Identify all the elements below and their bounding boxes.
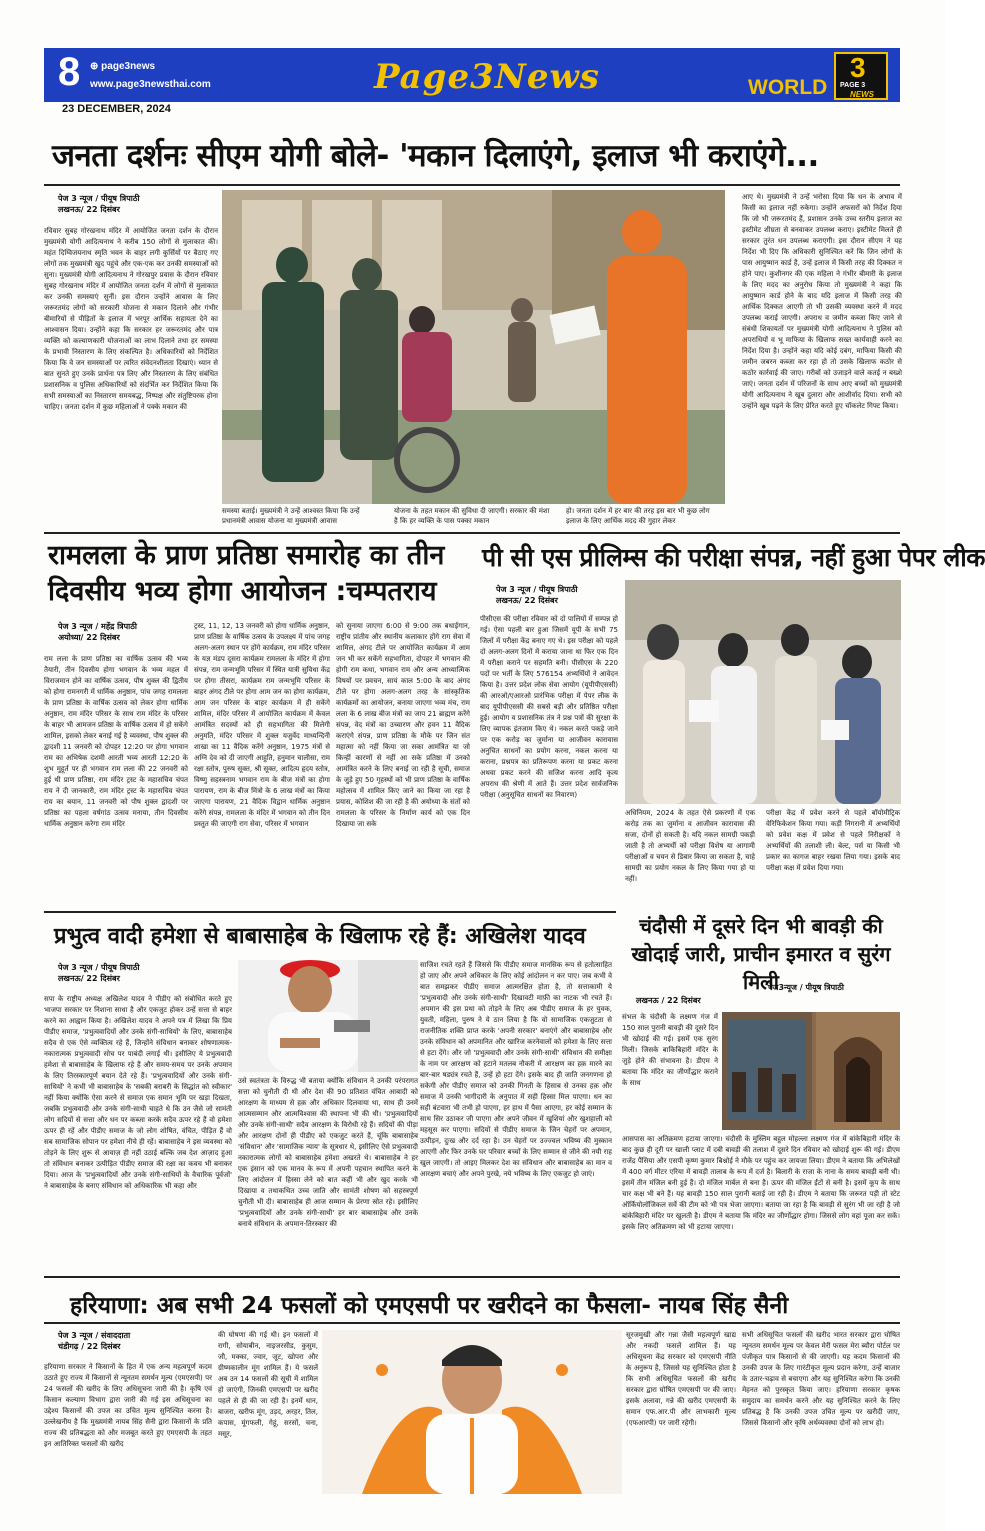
photo-akhilesh bbox=[238, 960, 418, 1072]
byline-place: लखनऊ/ 22 दिसंबर bbox=[496, 596, 558, 605]
byline-chan-place: लखनऊ / 22 दिसंबर bbox=[636, 996, 701, 1005]
divider bbox=[44, 184, 900, 186]
divider bbox=[44, 911, 616, 913]
ram-col-2: ट्रस्ट, 11, 12, 13 जनवरी को होगा धार्मिक अनुष्ठान, प्राण प्रतिष्ठा के वार्षिक उत्सव के उपलक्ष्य में पांच जगह अलग-अलग स्थान पर होंगे कार्यक्रम, राम मंदिर परिसर के यज्ञ मंडप दूसरा कार्यक्रम रामलला के मंदिर में होगा संपन्न, राम जन्मभूमि परिसर में स्थित यात्री सुविधा केंद्र पर होगा तीसरा, कार्यक्रम राम जन्मभूमि परिसर के बाहर अंगद टीले पर होगा आम जन का होगा कार्यक्रम, आम जन परिसर के बाहर कार्यक्रम में ही सकेंगे शामिल, मंदिर परिसर में आयोजित कार्यक्रम में केवल आमंत्रित सदस्यों को ही सहभागिता की मिलेगी अनुमति, मंदिर परिसर में शुक्ल यजुर्वेद माध्यन्दिनी शाखा का 11 वैदिक करेंगे अनुष्ठान, 1975 मंत्रों से अग्नि देव को दी जाएगी आहुति, हनुमान चालीसा, राम रक्षा स्तोत्र, पुरुष सूक्त, श्री सूक्त, आदित्य हृदय स्तोत्र, विष्णु सहस्त्रनाम भगवान राम के बीज मंत्रों का होगा पारायण, राम के बीज मिंत्रो के 6 लाख मंत्रों का किया जाएगा पारायण, 21 वैदिक विद्वान धार्मिक अनुष्ठान करेंगे संपन्न, रामलला के मंदिर में भगवान को तीन दिन प्रस्तुत की जाएगी राग सेवा, परिसर में भगवान bbox=[194, 622, 330, 828]
akh-col-2: उसे स्वतंत्रता के विरुद्ध भी बताया क्योंकि संविधान ने उनकी परंपरागत सत्ता को चुनौती दी थी और देश की 90 प्रतिशत वंचित आबादी को आरक्षण के माध्यम से हक़ और अधिकार दिलवाया था, साथ ही उनमें आत्मसम्मान और आत्मविश्वास की स्थापना भी की थी। 'प्रभुत्ववादियों और उनके संगी-साथी' सदैव आरक्षण के विरोधी रहे हैं। सदियों की पीड़ा और आरक्षण दोनों ही पीडीए को एकजुट करते हैं, चूंकि बाबासाहेब 'संविधान' और 'सामाजिक न्याय' के सूत्रधार थे, इसीलिए ऐसे प्रभुत्ववादी नकारात्मक लोगों को बाबासाहेब हमेशा अखरते थे। बाबासाहेब ने हर एक इंसान को एक मानव के रूप में अपनी पहचान स्थापित करने के लिए आंदोलन में हिस्सा लेने को बात कहीं भी और खुद करके भी दिखाया व तथाकथित उच्च जाति और सामंती शोषण को सहस्त्रपूर्ण चुनौती भी दी। बाबासाहेब ही आज सम्मान के प्रेरणा स्रोत रहे। इसीलिए 'प्रभुत्ववादियों और उनके संगी-साथी' हर बार बाबासाहेब और उनके बनाये संविधान के अपमान-तिरस्कार की bbox=[238, 1077, 418, 1228]
byline-author: पेज 3 न्यूज / पीयूष त्रिपाठी bbox=[58, 194, 140, 203]
headline-main: जनता दर्शनः सीएम योगी बोले- 'मकान दिलाएंगे, इलाज भी कराएंगे... bbox=[52, 138, 819, 174]
dateline: 23 DECEMBER, 2024 bbox=[62, 103, 171, 115]
brand-logo bbox=[374, 52, 600, 107]
chan-col-2: आसपास का अतिक्रमण हटाया जाएगा। चंदौसी के मुस्लिम बहुल मोहल्ला लक्ष्मण गंज में बांकेबिहारी मंदिर के बाद कुछ ही दूरी पर खाली प्लाट में दबी बावड़ी की तलाश में दूसरे दिन रविवार को खोदाई शुरू की गई। डीएम राजेंद्र पैंसिया और एसपी कृष्ण कुमार बिश्नोई ने मौके पर पहुंच कर जायजा लिया। डीएम ने बताया कि अभिलेखों में 400 वर्ग मीटर एरिया में बावड़ी तालाब के रूप में दर्ज है। बिलारी के राजा के नाना के समय बावड़ी बनी थी। इसमें तीन मंजिल बनी हुई हैं। दो मंजिल मार्बल से बना है। ऊपर की मंजिल ईंटों से बनी है। इसमें कूप के साथ चार कक्ष भी बने हैं। यह बावड़ी 150 साल पुरानी बताई जा रही है। डीएम ने बताया कि जरूरत पड़ी तो स्टेट ऑर्कियोलॉजिकल सर्वे की टीम को भी पत्र भेजा जाएगा। बताया जा रहा है कि बावड़ी से सुरंग भी जा रही है जो बांकेबिहारी मंदिर पर खुलती है। डीएम ने बताया कि मंदिर का जीर्णोद्धार होगा। जिससे लोग वहां पूजा कर सकें। इसके लिए अतिक्रमण को भी हटाया जाएगा। bbox=[622, 1135, 900, 1231]
masthead bbox=[44, 48, 900, 102]
har-col-3: सूरजमुखी और गन्ना जैसी महत्वपूर्ण खाद्य और नकदी फसलें शामिल हैं। यह अधिसूचना केंद्र सरकार को एमएसपी नीति के अनुरूप है, जिससे यह सुनिश्चित होता है कि सभी अधिसूचित फसलों की खरीद सरकार द्वारा घोषित एमएसपी पर की जाए। इसके अलावा, गन्ने की खरीद एमएसपी के समान एफ.आर.पी और लाभकारी मूल्य (एफआरपी) पर जारी रहेगी। bbox=[626, 1331, 736, 1427]
byline-har bbox=[58, 1330, 130, 1352]
byline-author: पेज 3 न्यूज / पीयूष त्रिपाठी bbox=[496, 585, 578, 594]
byline-author: पेज 3 न्यूज / संवाददाता bbox=[58, 1331, 131, 1340]
headline-akhilesh: प्रभुत्व वादी हमेशा से बाबासाहेब के खिलाफ रहे हैं: अखिलेश यादव bbox=[54, 924, 586, 949]
page3-badge bbox=[834, 52, 888, 100]
headline-chandausi: चंदौसी में दूसरे दिन भी बावड़ी की खोदाई जारी, प्राचीन इमारत व सुरंग मिली bbox=[631, 914, 891, 994]
caption-3: हो। जनता दर्शन में हर बार की तरह इस बार भी कुछ लोग इलाज के लिए आर्थिक मदद की गुहार लेकर bbox=[566, 507, 710, 525]
byline-place: लखनऊ/ 22 दिसंबर bbox=[58, 205, 120, 214]
headline-ramlalla: रामलला के प्राण प्रतिष्ठा समारोह का तीन दिवसीय भव्य होगा आयोजन :चम्पतराय bbox=[48, 540, 445, 607]
har-col-4: सभी अधिसूचित फसलों की खरीद भारत सरकार द्वारा घोषित न्यूनतम समर्थन मूल्य पर केवल मेरी फसल मेरा ब्यौरा पोर्टल पर पंजीकृत पात्र किसानों से की जाएगी। यह कदम किसानों की उनकी उपज के लिए गारंटीकृत मूल्य प्रदान करेगा, उन्हें बाजार के उतार-चढ़ाव से बचाएगा और यह सुनिश्चित करेगा कि उनकी मेहनत को पुरस्कृत किया जाए। हरियाणा सरकार कृषक समुदाय का समर्थन करने और यह सुनिश्चित करने के लिए प्रतिबद्ध है कि उनकी उपज उचित मूल्य पर खरीदी जाए, जिससे किसानों और कृषि अर्थव्यवस्था दोनों को लाभ हो। bbox=[742, 1331, 900, 1427]
badge-label: PAGE 3 bbox=[840, 82, 866, 89]
section-label: WORLD bbox=[748, 76, 828, 99]
pcs-col-2: अधिनियम, 2024 के तहत ऐसे प्रकरणों में एक करोड़ तक का जुर्माना व आजीवन कारावास की सजा, दोनों हो सकती है। यदि नकल सामग्री पकड़ी जाती है तो अभ्यर्थी को परीक्षा विशेष या आगामी परीक्षाओं व चयन से डिबार किया जा सकता है, चाहे सामग्री का प्रयोग नकल के लिए किया गया हो या नहीं। bbox=[625, 809, 755, 883]
photo-janta-darshan bbox=[222, 190, 725, 504]
badge-number: 3 bbox=[850, 52, 866, 83]
brand-logo-text: Page3News bbox=[374, 57, 600, 97]
byline-author: पेज 3 न्यूज / महेंद्र त्रिपाठी bbox=[58, 622, 137, 631]
ram-col-3: को सुनाया जाएगा 6:00 से 9:00 तक बधाईगान, राष्ट्रीय प्रांतीय और स्थानीय कलाकार होंगे राग सेवा में शामिल, अंगद टीले पर आयोजित कार्यक्रम में आम जन भी कर सकेंगे सहभागिता, दोपहर में भगवान की होगी राम कथा, भगवान राम और अन्य आध्यात्मिक विषयों पर प्रवचन, सायं काल 5:00 के बाद अंगद टीले पर होगा अलग-अलग तरह के सांस्कृतिक कार्यक्रमों का आयोजन, बनाया जाएगा भव्य मंच, राम लला के 6 लाख बीज मंत्रों का जाप 21 ब्राह्मण करेंगे संपन्न, वेद मंत्रों का उच्चारण और हवन 11 वैदिक कराएंगे संपन्न, प्राण प्रतिष्ठा के मौके पर जिन संत महात्मा को नहीं किया जा सका आमंत्रित या जो किन्हीं कारणों से नहीं आ सके प्रतिष्ठा में उनको आमंत्रित करने के लिए बनाई जा रही है सूची, समाज के जुड़े हुए 50 गृहस्थों को भी प्राण प्रतिष्ठा के वार्षिक महोत्सव में शामिल किए जाने का किया जा रहा है प्रयास, कोशिश की जा रही है की अयोध्या के संतों को रामलला के परिसर के निर्माण कार्य को एक दिन दिखाया जा सके bbox=[336, 622, 470, 828]
byline-place: अयोध्या/ 22 दिसंबर bbox=[58, 633, 120, 642]
page-number: 8 bbox=[58, 50, 81, 94]
byline-place: चंडीगढ़ / 22 दिसंबर bbox=[58, 1342, 121, 1351]
brand-logo-wordmark bbox=[374, 52, 600, 98]
byline-akh bbox=[58, 962, 140, 984]
photo-nayab-saini bbox=[322, 1330, 622, 1494]
byline-ram bbox=[58, 621, 137, 643]
akh-col-3: साजिश रचते रहते हैं जिससे कि पीडीए समाज मानसिक रूप से हतोत्साहित हो जाए और अपने अधिकार के लिए कोई आंदोलन न कर पाए। जब कभी वे बात समझकर पीडीए समाज आत्मरक्षित होता है, तो सत्ताकामी ये 'प्रभुत्ववादी और उनके संगी-साथी' दिखावटी माफ़ी का नाटक भी रचते हैं। अपमान की इस प्रथा को तोड़ने के लिए अब पीडीए समाज के हर युवक, युवती, महिला, पुरुष ने ये ठान लिया है कि वो सामाजिक एकजुटता से राजनीतिक शक्ति प्राप्त करके 'अपनी सरकार' बनाएंगे और बाबासाहेब और उनके संविधान को अपमानित और खारिज करनेवालों को हमेशा के लिए सत्ता से हटा देंगे। और जो 'प्रभुत्ववादी और उनके संगी-साथी' संविधान की समीक्षा के नाम पर आरक्षण को हटाने मतलब नौकरी में आरक्षण का हक़ मारने का बार-बार षड्यंत्र रचते हैं, उन्हें हो हटा देंगे। इसके बाद ही जाति जनगणना हो सकेगी और पीडीए समाज को उनकी गिनती के हिसाब से उनका हक़ और समाज में उनकी भागीदारी के अनुपात में सही हिस्सा मिल पाएगा। धन का सही बंटवारा भी तभी हो पाएगा, हर हाथ में पैसा आएगा, हर कोई सम्मान के साथ सिर उठाकर जी पाएगा और अपने जीवन में खुशियां और खुशहाली को महसूस कर पाएगा। सदियों से पीडीए समाज के जिन चेहरों पर अपमान, उत्पीड़न, दुःख और दर्द रहा है। उन चेहरों पर उज्ज्वल भविष्य की मुस्कान आएगी और फिर उनके घर परिवार बच्चों के लिए सम्मान से जीने की नयी राह खुल जाएगी। तो आइए मिलकर देश का संविधान और बाबासाहेब का मान व आरक्षण बचाएं और अपने पुरखे, नये भविष्य के लिए एकजुट हो जाएं। bbox=[420, 961, 612, 1178]
social-icons: ⊕ bbox=[90, 61, 102, 72]
divider bbox=[44, 1276, 900, 1278]
divider bbox=[44, 1322, 900, 1324]
chan-col-1: संभल के चंदौसी के लक्ष्मण गंज में 150 साल पुरानी बावड़ी की दूसरे दिन भी खोदाई की गई। इसमें एक सुरंग मिली। जिसके बाकिबिहारी मंदिर के जुड़े होने की संभावना है। डीएम ने बताया कि मंदिर का जीर्णोद्धार कराने के साथ bbox=[622, 1013, 718, 1087]
photo-stepwell bbox=[722, 1012, 900, 1130]
caption-2: योजना के तहत मकान की सुविधा दी जाएगी। सरकार की मंशा है कि हर व्यक्ति के पास पक्का मकान bbox=[394, 507, 550, 525]
main-col-3: आए थे। मुख्यमंत्री ने उन्हें भरोसा दिया कि धन के अभाव में किसी का इलाज नहीं रुकेगा। उन्होंने अफसरों को निर्देश दिया कि जो भी जरूरतमंद हैं, प्रशासन उनके उच्च स्तरीय इलाज का इस्टीमेट शीघ्रता से बनवाकर उपलब्ध कराए। इस्टीमेट मिलते ही सरकार तुरंत धन उपलब्ध कराएगी। इस दौरान सीएम ने यह निर्देश भी दिए कि अधिकारी सुनिश्चित करें कि जिन लोगों के पास आयुष्मान कार्ड है, उन्हें इलाज में किसी तरह की दिक्कत न होने पाए। कुशीनगर की एक महिला ने गंभीर बीमारी के इलाज के लिए मदद का अनुरोध किया तो मुख्यमंत्री ने कहा कि आयुष्मान कार्ड होने के बाद यदि इलाज में किसी तरह की आर्थिक दिक्कत आएगी तो भी उसकी व्यवस्था करने में मदद उपलब्ध कराई जाएगी। अपराध व जमीन कब्जा किए जाने से संबंधी शिकायतों पर मुख्यमंत्री योगी आदित्यनाथ ने पुलिस को अपराधियों व भू माफिया के खिलाफ सख्त कार्यवाही करने का निर्देश दिया है। उन्होंने कहा यदि कोई दबंग, माफिया किसी की जमीन जबरन कब्जा कर रहा हो तो उसके खिलाफ कठोर से कठोर कार्रवाई की जाए। गरीबों को उजाड़ने वाले कतई न बख्शे जाएं। जनता दर्शन में परिजनों के साथ आए बच्चों को मुख्यमंत्री योगी आदित्यनाथ ने खूब दुलारा और आशीर्वाद दिया। सभी को उन्होंने खूब पढ़ने के लिए प्रेरित करते हुए चॉकलेट गिफ्ट किया। bbox=[742, 193, 902, 410]
ram-col-1: राम लला के प्राण प्रतिष्ठा का वार्षिक उत्सव की भव्य तैयारी, तीन दिवसीय होगा भगवान के भव्य महल में विराजमान होने का वार्षिक उत्सव, पौष शुक्ल की द्वितीय को होगा रामनगरी में धार्मिक अनुष्ठान, पांच जगह रामलला के प्राण प्रतिष्ठा के वार्षिक उत्सव को लेकर होगा धार्मिक अनुष्ठान, राम मंदिर परिसर के साथ राम मंदिर के परिसर के बाहर भी आमजन प्रतिष्ठा के वार्षिक उत्सव में हो सकेंगे शामिल, इसको लेकर बनाई गई है व्यवस्था, पौष शुक्ल की द्वादशी 11 जनवरी को दोपहर 12:20 पर होगा भगवान राम का अभिषेक दशमी आरती भव्य आरती 12:20 के शुभ मुहूर्त पर ही भगवान राम लला की 22 जनवरी को हुई थी प्राण प्रतिष्ठा, राम मंदिर ट्रस्ट के महासचिव चंपत राय ने दी जानकारी, राम मंदिर ट्रस्ट के महासचिव चंपत राय का बयान, 11 जनवरी को पौष शुक्ल द्वादशी पर प्रतिष्ठा का पहला वर्षगांठ उत्सव मनाया, तीन दिवसीय धार्मिक अनुष्ठान करेगा राम मंदिर bbox=[44, 655, 188, 828]
handle: page3news bbox=[101, 61, 156, 72]
byline-place: लखनऊ/ 22 दिसंबर bbox=[58, 974, 120, 983]
har-col-2: की घोषणा की गई थी। इन फसलों में रागी, सोयाबीन, नाइजरसीड, कुसुम, जौ, मक्का, ज्वार, जूट, खोपरा और ग्रीष्मकालीन मूंग शामिल हैं। ये फसलें अब उन 14 फसलों की सूची में शामिल हो जाएंगी, जिनकी एमएसपी पर खरीद पहले से ही की जा रही है। इनमें धान, बाजरा, खरीफ मूंग, उड़द, अरहर, तिल, कपास, मूंगफली, गेहूं, सरसों, चना, मसूर, bbox=[218, 1331, 318, 1438]
headline-haryana: हरियाणा: अब सभी 24 फसलों को एमएसपी पर खरीदने का फैसला- नायब सिंह सैनी bbox=[70, 1293, 789, 1319]
byline-author: पेज 3 न्यूज / पीयूष त्रिपाठी bbox=[58, 963, 140, 972]
har-col-1: हरियाणा सरकार ने किसानों के हित में एक अन्य महत्वपूर्ण कदम उठाते हुए राज्य में किसानों से न्यूनतम समर्थन मूल्य (एमएसपी) पर 24 फसलों की खरीद के लिए अधिसूचना जारी की है। कृषि एवं किसान कल्याण विभाग द्वारा जारी की गई इस अधिसूचना का उद्देश्य किसानों की उपज का उचित मूल्य सुनिश्चित करना है। उल्लेखनीय है कि मुख्यमंत्री नायब सिंह सैनी द्वारा किसानों के प्रति राज्य की प्रतिबद्धता को और मजबूत करते हुए एमएसपी के तहत इन आतिरिक्त फसलों की खरीद bbox=[44, 1363, 212, 1448]
brand-contact bbox=[90, 58, 211, 94]
badge-news: NEWS bbox=[850, 90, 874, 99]
pcs-col-1: पीसीएस की परीक्षा रविवार को दो पालियों में सम्पन्न हो गई। ऐसा पहली बार हुआ जिसमें यूपी के सभी 75 जिलों में परीक्षा केंद्र बनाए गए थे। इस परीक्षा को पहले दो अलग-अलग दिनों में कराया जाना था फिर एक दिन में परीक्षा कराने पर सहमति बनी। पीसीएस के 220 पदों पर भर्ती के लिए 576154 अभ्यर्थियों ने आवेदन किया है। उत्तर प्रदेश लोक सेवा आयोग (यूपीपीएससी) की आरओ/एआरओ प्रारंभिक परीक्षा में पेपर लीक के बाद यूपीपीएससी की सबसे बड़ी और प्रतिष्ठित परीक्षा हुई। आयोग व प्रशासनिक तंत्र ने प्रश्न पत्रों की सुरक्षा के लिए व्यापक इंतजाम किए थे। नकल करते पकड़े जाने पर एक करोड़ का जुर्माना या आजीवन कारावास अनुचित साधनों का प्रयोग करना, नकल करना या कराना, प्रश्नपत्र का प्रतिरूपण करना या प्रकट करना अथवा प्रकट करने की सजिश करना आदि कृत्य अपराध की श्रेणी में आते हैं। उत्तर प्रदेश सार्वजनिक परीक्षा (अनुसूचित साधनों का निवारण) bbox=[480, 615, 618, 799]
divider bbox=[44, 532, 900, 534]
caption-1: समस्या बताई। मुख्यमंत्री ने उन्हें आश्वस्त किया कि उन्हें प्रधानमंत्री आवास योजना या मुख्यमंत्री आवास bbox=[222, 507, 360, 525]
byline-main bbox=[58, 193, 140, 215]
byline-pcs bbox=[496, 584, 578, 606]
photo-pcs-exam bbox=[625, 580, 901, 804]
byline-chan-author: पेज3न्यूज / पीयूष त्रिपाठी bbox=[768, 983, 844, 992]
akh-col-1: सपा के राष्ट्रीय अध्यक्ष अखिलेश यादव ने पीडीए को संबोधित करते हुए भाजपा सरकार पर निशाना साधा है और एकजुट होकर उन्हें सत्ता से बाहर करने का आह्वान किया है। अखिलेश यादव ने अपने पत्र में लिखा कि प्रिय पीडीए समाज, 'प्रभुत्ववादियों और उनके संगी-साथियों' के लिए, बाबासाहेब सदैव से एक ऐसे व्यक्तित्व रहे हैं, जिन्होंने संविधान बनाकर शोषणात्मक-नकारात्मक प्रभुत्ववादी सोच पर पाबंदी लगाई थी। इसीलिए ये प्रभुत्ववादी हमेशा से बाबासाहेब के खिलाफ रहे हैं और समय-समय पर उनके अपमान के लिए तिरस्कारपूर्ण बयान देते रहे हैं। 'प्रभुत्ववादियों और उनके संगी-साथियों' ने कभी भी बाबासाहेब के 'सबकी बराबरी के सिद्धांत को स्वीकार' नहीं किया क्योंकि ऐसा करने से समाज एक समान भूमि पर खड़ा दिखता, जबकि प्रभुत्ववादी और उनके संगी-साथी चाहते थे कि उन जैसे जो सामंती लोग सदियों से सत्ता और धन पर कब्जा करके सदैव ऊपर रहे हैं वो हमेशा ऊपर ही रहें और पीडीए समाज के जो लोग शोषित, वंचित, पीड़ित हैं वो सब सामाजिक सोपान पर हमेशा नीचे ही रहें। बाबासाहेब ने इस व्यवस्था को तोड़ने के लिए शुरू से आवाज़ ही नहीं उठाई बल्कि जब देश आज़ाद हुआ तो संविधान बनाकर उत्पीड़ित पीडीए समाज की रक्षा का कवच भी बनाकर दिया। आज के 'प्रभुत्ववादियों और उनके संगी-साथियों के वैचारिक पूर्वजों' ने बाबासाहेब के बनाए संविधान को अधिकारिक भी कहा और bbox=[44, 995, 232, 1190]
main-col-1: रविवार सुबह गोरखनाथ मंदिर में आयोजित जनता दर्शन के दौरान मुख्यमंत्री योगी आदित्यनाथ ने करीब 150 लोगों से मुलाकात की। महंत दिग्विजयनाथ स्मृति भवन के बाहर लगी कुर्सियों पर बैठाए गए लोगों तक मुख्यमंत्री खुद पहुंचे और एक-एक कर उनकी समस्याओं को सुना। मुख्यमंत्री योगी आदित्यनाथ ने गोरखपुर प्रवास के दौरान रविवार सुबह गोरखनाथ मंदिर में आयोजित जनता दर्शन में लोगों से मुलाकात कर उनकी समस्याएं सुनीं। इस दौरान उन्होंने आवास के लिए जरूरतमंद लोगों को सरकारी योजना से मकान दिलाने और गंभीर बीमारियों से पीड़ितों के इलाज में भरपूर आर्थिक सहायता देने का आश्वासन दिया। उन्होंने कहा कि सरकार हर जरूरतमंद और पात्र व्यक्ति को कल्याणकारी योजनाओं का लाभ दिलाने तथा हर समस्या के प्रभावी निस्तारण के लिए संकल्पित है। अधिकारियों को निर्देशित किया कि वे जन समस्याओं पर त्वरित संवेदनशीलता दिखाएं। ध्यान से बात सुनते हुए उनके प्रार्थना पत्र लिए और निस्तारण के लिए संबंधित प्रशासनिक व पुलिस अधिकारियों को संदर्भित कर निर्देशित किया कि सभी समस्याओं का निस्तारण समयबद्ध, निष्पक्ष और संतुष्टिपरक होना चाहिए। जनता दर्शन में कुछ महिलाओं ने पक्के मकान की bbox=[44, 227, 218, 411]
headline-pcs: पी सी एस प्रीलिम्स की परीक्षा संपन्न, नहीं हुआ पेपर लीक bbox=[482, 543, 985, 572]
pcs-col-3: परीक्षा केंद्र में प्रवेश करने से पहले बॉयोमीट्रिक वेरिफिकेशन किया गया। कड़ी निगरानी में अभ्यर्थियों को प्रवेश कक्ष में प्रवेश से पहले निरीक्षकों ने अभ्यर्थियों की तलाशी ली। बेल्ट, पर्स या किसी भी प्रकार का कागज बाहर रखवा लिया गया। इसके बाद परीक्षा कक्ष में प्रवेश दिया गया। bbox=[766, 809, 900, 872]
website-link[interactable]: www.page3newsthai.com bbox=[90, 79, 211, 90]
